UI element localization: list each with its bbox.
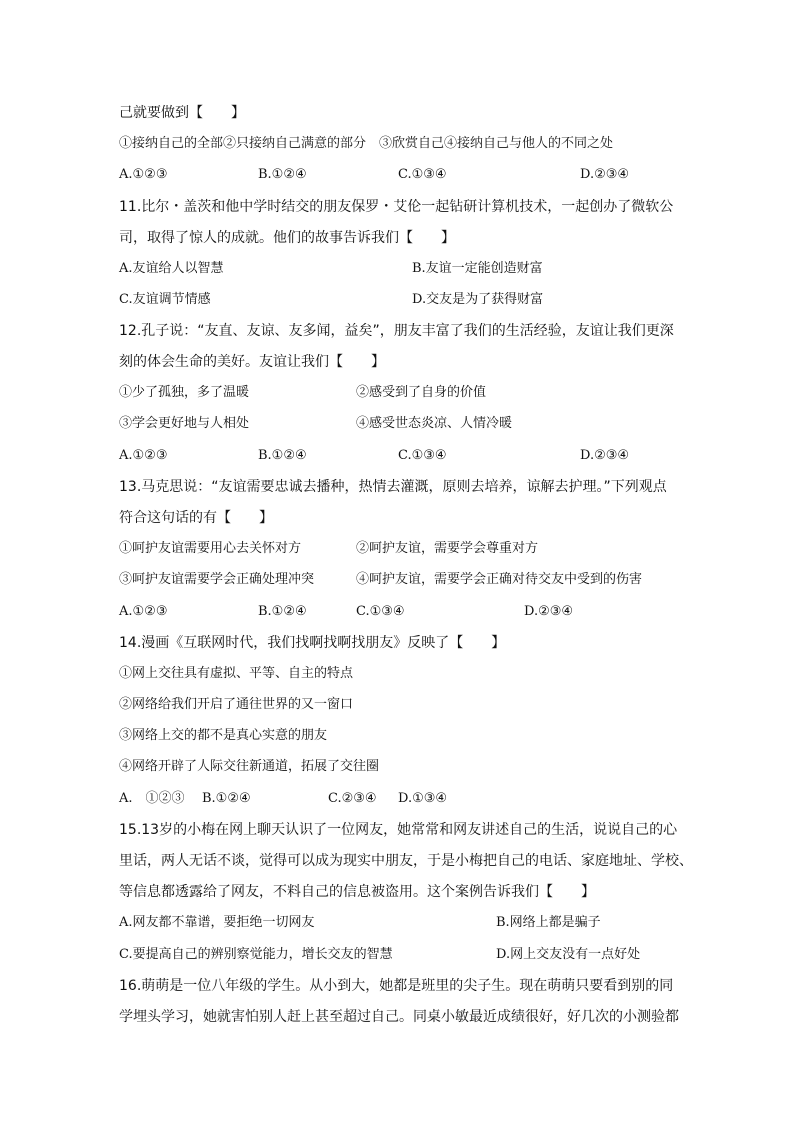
q11-option-d: D.交友是为了获得财富 (412, 292, 544, 307)
q11-stem-line1: 11.比尔・盖茨和他中学时结交的朋友保罗・艾伦一起钻研计算机技术，一起创办了微软公 (119, 199, 674, 215)
q15-stem-line3: 等信息都透露给了网友，不料自己的信息被盗用。这个案例告诉我们【 】 (119, 884, 595, 900)
q13-stem-line1: 13.马克思说：“友谊需要忠诚去播种，热情去灌溉，原则去培养，谅解去护理。”下列观点 (119, 479, 667, 495)
q14-option-b: B.①②④ (202, 791, 251, 806)
q11-option-c: C.友谊调节情感 (119, 292, 211, 307)
q14-option-c: C.②③④ (328, 791, 377, 806)
q12-option-b: B.①②④ (258, 448, 307, 463)
q13-statement-2: ②呵护友谊，需要学会尊重对方 (356, 541, 539, 556)
q14-statement-1: ①网上交往具有虚拟、平等、自主的特点 (119, 666, 354, 681)
q15-option-a: A.网友都不靠谱，要拒绝一切网友 (119, 915, 315, 930)
q12-statement-2: ②感受到了自身的价值 (356, 385, 487, 400)
q12-option-c: C.①③④ (398, 448, 447, 463)
q16-stem-line2: 学埋头学习，她就害怕别人赶上甚至超过自己。同桌小敏最近成绩很好，好几次的小测验都 (119, 1009, 679, 1025)
q14-option-a: A. ①②③ (119, 791, 185, 806)
q13-statement-1: ①呵护友谊需要用心去关怀对方 (119, 541, 302, 556)
q10-option-b: B.①②④ (258, 167, 307, 182)
q11-option-a: A.友谊给人以智慧 (119, 261, 224, 276)
q15-stem-line1: 15.13岁的小梅在网上聊天认识了一位网友，她常常和网友讲述自己的生活，说说自己的心 (119, 822, 678, 838)
q14-stem: 14.漫画《互联网时代，我们找啊找啊找朋友》反映了【 】 (119, 635, 506, 651)
q14-option-d: D.①③④ (398, 791, 448, 806)
q14-statement-2: ②网络给我们开启了通往世界的又一窗口 (119, 697, 354, 712)
q13-option-a: A.①②③ (119, 604, 168, 619)
q13-option-c: C.①③④ (356, 604, 405, 619)
q15-option-b: B.网络上都是骗子 (496, 915, 601, 930)
q10-option-a: A.①②③ (119, 167, 168, 182)
q12-stem-line1: 12.孔子说：“友直、友谅、友多闻，益矣”，朋友丰富了我们的生活经验，友谊让我们更深 (119, 323, 674, 339)
q16-stem-line1: 16.萌萌是一位八年级的学生。从小到大，她都是班里的尖子生。现在萌萌只要看到别的同 (119, 978, 674, 994)
q15-option-c: C.要提高自己的辨别察觉能力，增长交友的智慧 (119, 947, 393, 962)
q12-stem-line2: 刻的体会生命的美好。友谊让我们【 】 (119, 354, 385, 370)
q11-stem-line2: 司，取得了惊人的成就。他们的故事告诉我们【 】 (119, 230, 455, 246)
q13-option-d: D.②③④ (524, 604, 574, 619)
q13-statement-3: ③呵护友谊需要学会正确处理冲突 (119, 572, 315, 587)
q12-option-d: D.②③④ (580, 448, 630, 463)
q14-statement-3: ③网络上交的都不是真心实意的朋友 (119, 728, 328, 743)
q12-statement-4: ④感受世态炎凉、人情冷暖 (356, 416, 513, 431)
q10-stem-tail: 己就要做到【 】 (119, 105, 245, 121)
q13-option-b: B.①②④ (258, 604, 307, 619)
q15-option-d: D.网上交友没有一点好处 (496, 947, 641, 962)
q15-stem-line2: 里话，两人无话不谈，觉得可以成为现实中朋友，于是小梅把自己的电话、家庭地址、学校、 (119, 853, 693, 869)
q11-option-b: B.友谊一定能创造财富 (412, 261, 543, 276)
q14-statement-4: ④网络开辟了人际交往新通道，拓展了交往圈 (119, 759, 380, 774)
q10-statements: ①接纳自己的全部②只接纳自己满意的部分 ③欣赏自己④接纳自己与他人的不同之处 (119, 136, 614, 151)
q12-option-a: A.①②③ (119, 448, 168, 463)
q13-statement-4: ④呵护友谊，需要学会正确对待交友中受到的伤害 (356, 572, 643, 587)
q10-option-d: D.②③④ (580, 167, 630, 182)
q12-statement-3: ③学会更好地与人相处 (119, 416, 250, 431)
q10-option-c: C.①③④ (398, 167, 447, 182)
q12-statement-1: ①少了孤独，多了温暖 (119, 385, 250, 400)
q13-stem-line2: 符合这句话的有【 】 (119, 510, 273, 526)
